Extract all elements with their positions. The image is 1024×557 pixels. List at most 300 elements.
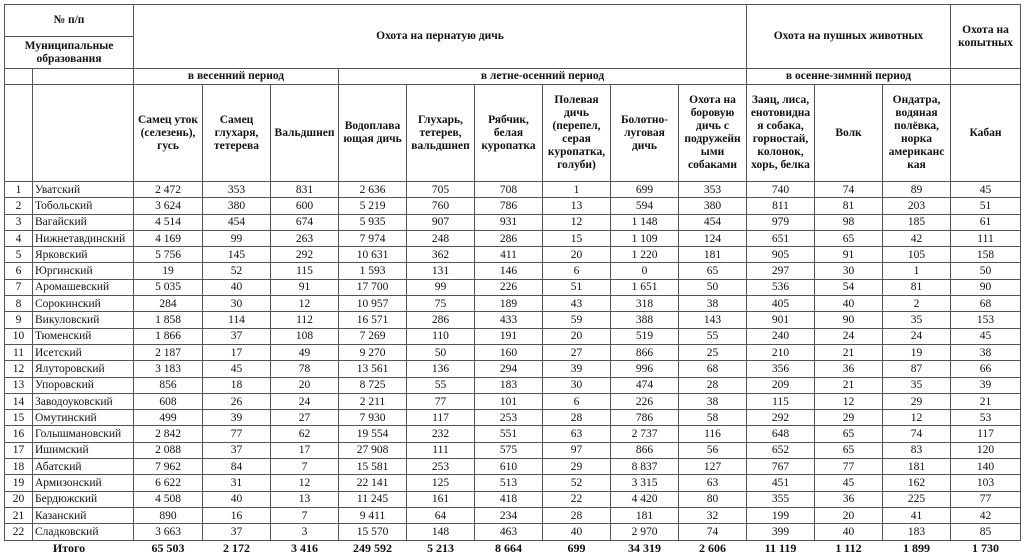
value-cell: 536 xyxy=(747,279,815,295)
value-cell: 5 219 xyxy=(339,198,407,214)
value-cell: 28 xyxy=(543,410,611,426)
column-header: Болотно-луговая дичь xyxy=(611,85,679,182)
value-cell: 29 xyxy=(815,410,883,426)
value-cell: 380 xyxy=(203,198,271,214)
value-cell: 15 570 xyxy=(339,524,407,540)
value-cell: 81 xyxy=(815,198,883,214)
value-cell: 856 xyxy=(134,377,203,393)
value-cell: 20 xyxy=(543,328,611,344)
value-cell: 39 xyxy=(203,410,271,426)
value-cell: 786 xyxy=(611,410,679,426)
value-cell: 2 970 xyxy=(611,524,679,540)
row-number: 14 xyxy=(5,393,33,409)
table-row xyxy=(5,328,1021,344)
value-cell: 7 930 xyxy=(339,410,407,426)
municipality-name: Ярковский xyxy=(33,247,134,263)
value-cell: 297 xyxy=(747,263,815,279)
municipality-name: Упоровский xyxy=(33,377,134,393)
value-cell: 105 xyxy=(883,247,951,263)
value-cell: 5 935 xyxy=(339,214,407,230)
value-cell: 3 xyxy=(271,524,339,540)
value-cell: 87 xyxy=(883,361,951,377)
table-row xyxy=(5,247,1021,263)
value-cell: 226 xyxy=(611,393,679,409)
total-value: 34 319 xyxy=(628,541,661,556)
value-cell: 931 xyxy=(475,214,543,230)
table-row xyxy=(5,524,1021,540)
value-cell: 162 xyxy=(883,475,951,491)
value-cell: 55 xyxy=(407,377,475,393)
municipality-name: Аромашевский xyxy=(33,279,134,295)
value-cell: 191 xyxy=(475,328,543,344)
value-cell: 50 xyxy=(407,344,475,360)
value-cell: 17 xyxy=(271,442,339,458)
value-cell: 12 xyxy=(543,214,611,230)
value-cell: 56 xyxy=(679,442,747,458)
value-cell: 979 xyxy=(747,214,815,230)
value-cell: 37 xyxy=(203,442,271,458)
municipality-name: Ишимский xyxy=(33,442,134,458)
value-cell: 10 631 xyxy=(339,247,407,263)
municipality-name: Голышмановский xyxy=(33,426,134,442)
value-cell: 15 581 xyxy=(339,459,407,475)
table-row xyxy=(5,459,1021,475)
blank-cell xyxy=(5,69,33,85)
value-cell: 114 xyxy=(203,312,271,328)
group-header-furbearers: Охота на пушных животных xyxy=(747,5,951,69)
value-cell: 13 xyxy=(271,491,339,507)
row-number: 3 xyxy=(5,214,33,230)
value-cell: 18 xyxy=(203,377,271,393)
group-header-ungulates: Охота на копытных xyxy=(951,5,1021,69)
value-cell: 12 xyxy=(271,475,339,491)
value-cell: 181 xyxy=(611,507,679,523)
column-header: Рябчик, белая куропатка xyxy=(475,85,543,182)
value-cell: 203 xyxy=(883,198,951,214)
value-cell: 40 xyxy=(203,279,271,295)
column-header: Вальдшнеп xyxy=(271,85,339,182)
value-cell: 65 xyxy=(815,230,883,246)
value-cell: 103 xyxy=(951,475,1021,491)
value-cell: 65 xyxy=(815,442,883,458)
value-cell: 19 xyxy=(883,344,951,360)
value-cell: 6 xyxy=(543,393,611,409)
value-cell: 399 xyxy=(747,524,815,540)
value-cell: 253 xyxy=(475,410,543,426)
value-cell: 22 141 xyxy=(339,475,407,491)
value-cell: 248 xyxy=(407,230,475,246)
value-cell: 6 xyxy=(543,263,611,279)
value-cell: 10 957 xyxy=(339,296,407,312)
value-cell: 16 xyxy=(203,507,271,523)
value-cell: 1 858 xyxy=(134,312,203,328)
total-value: 699 xyxy=(567,541,586,556)
value-cell: 6 622 xyxy=(134,475,203,491)
value-cell: 21 xyxy=(951,393,1021,409)
value-cell: 35 xyxy=(883,377,951,393)
value-cell: 124 xyxy=(679,230,747,246)
value-cell: 66 xyxy=(951,361,1021,377)
value-cell: 26 xyxy=(203,393,271,409)
value-cell: 355 xyxy=(747,491,815,507)
value-cell: 4 420 xyxy=(611,491,679,507)
value-cell: 705 xyxy=(407,182,475,198)
value-cell: 786 xyxy=(475,198,543,214)
value-cell: 90 xyxy=(815,312,883,328)
column-header: Ондатра, водяная полёвка, норка американс кая xyxy=(883,85,951,182)
value-cell: 40 xyxy=(543,524,611,540)
value-cell: 45 xyxy=(951,182,1021,198)
value-cell: 7 xyxy=(271,459,339,475)
value-cell: 575 xyxy=(475,442,543,458)
value-cell: 42 xyxy=(883,230,951,246)
value-cell: 263 xyxy=(271,230,339,246)
value-cell: 74 xyxy=(883,426,951,442)
row-number: 1 xyxy=(5,182,33,198)
municipality-name: Армизонский xyxy=(33,475,134,491)
row-number: 13 xyxy=(5,377,33,393)
row-number: 12 xyxy=(5,361,33,377)
value-cell: 89 xyxy=(883,182,951,198)
value-cell: 318 xyxy=(611,296,679,312)
table-row xyxy=(5,507,1021,523)
value-cell: 1 593 xyxy=(339,263,407,279)
value-cell: 996 xyxy=(611,361,679,377)
municipality-name: Ялуторовский xyxy=(33,361,134,377)
value-cell: 54 xyxy=(815,279,883,295)
municipality-name: Тобольский xyxy=(33,198,134,214)
total-value: 8 664 xyxy=(495,541,522,556)
value-cell: 148 xyxy=(407,524,475,540)
municipality-header: Муниципальные образования xyxy=(5,37,134,69)
blank-cell xyxy=(951,69,1021,85)
value-cell: 111 xyxy=(407,442,475,458)
table-row xyxy=(5,312,1021,328)
value-cell: 78 xyxy=(271,361,339,377)
total-label: Итого xyxy=(52,541,86,556)
row-number: 2 xyxy=(5,198,33,214)
value-cell: 51 xyxy=(951,198,1021,214)
value-cell: 112 xyxy=(271,312,339,328)
table-row xyxy=(5,361,1021,377)
row-number: 10 xyxy=(5,328,33,344)
value-cell: 12 xyxy=(815,393,883,409)
value-cell: 101 xyxy=(475,393,543,409)
group-header-birds: Охота на пернатую дичь xyxy=(134,5,747,69)
value-cell: 292 xyxy=(747,410,815,426)
value-cell: 7 xyxy=(271,507,339,523)
value-cell: 29 xyxy=(883,393,951,409)
value-cell: 418 xyxy=(475,491,543,507)
value-cell: 226 xyxy=(475,279,543,295)
row-number: 4 xyxy=(5,230,33,246)
value-cell: 811 xyxy=(747,198,815,214)
value-cell: 12 xyxy=(271,296,339,312)
value-cell: 286 xyxy=(407,312,475,328)
value-cell: 131 xyxy=(407,263,475,279)
row-number: 19 xyxy=(5,475,33,491)
municipality-name: Юргинский xyxy=(33,263,134,279)
value-cell: 75 xyxy=(407,296,475,312)
value-cell: 181 xyxy=(679,247,747,263)
value-cell: 27 xyxy=(543,344,611,360)
table-row xyxy=(5,182,1021,198)
value-cell: 181 xyxy=(883,459,951,475)
row-number: 11 xyxy=(5,344,33,360)
value-cell: 39 xyxy=(951,377,1021,393)
value-cell: 3 315 xyxy=(611,475,679,491)
value-cell: 29 xyxy=(543,459,611,475)
value-cell: 85 xyxy=(951,524,1021,540)
value-cell: 1 148 xyxy=(611,214,679,230)
column-header: Самец уток (селезень), гусь xyxy=(134,85,203,182)
value-cell: 77 xyxy=(203,426,271,442)
value-cell: 117 xyxy=(951,426,1021,442)
value-cell: 61 xyxy=(951,214,1021,230)
value-cell: 648 xyxy=(747,426,815,442)
value-cell: 99 xyxy=(203,230,271,246)
value-cell: 68 xyxy=(951,296,1021,312)
value-cell: 110 xyxy=(407,328,475,344)
value-cell: 189 xyxy=(475,296,543,312)
table-row xyxy=(5,393,1021,409)
total-value: 2 606 xyxy=(699,541,726,556)
value-cell: 53 xyxy=(951,410,1021,426)
value-cell: 161 xyxy=(407,491,475,507)
row-number: 22 xyxy=(5,524,33,540)
table-row xyxy=(5,296,1021,312)
value-cell: 77 xyxy=(815,459,883,475)
value-cell: 210 xyxy=(747,344,815,360)
value-cell: 353 xyxy=(203,182,271,198)
value-cell: 83 xyxy=(883,442,951,458)
blank-cell xyxy=(33,85,134,182)
row-number: 15 xyxy=(5,410,33,426)
value-cell: 108 xyxy=(271,328,339,344)
value-cell: 17 xyxy=(203,344,271,360)
value-cell: 115 xyxy=(747,393,815,409)
column-header: Самец глухаря, тетерева xyxy=(203,85,271,182)
value-cell: 20 xyxy=(815,507,883,523)
total-value: 249 592 xyxy=(353,541,392,556)
total-value: 1 730 xyxy=(972,541,999,556)
value-cell: 36 xyxy=(815,491,883,507)
row-number: 8 xyxy=(5,296,33,312)
value-cell: 7 974 xyxy=(339,230,407,246)
value-cell: 24 xyxy=(271,393,339,409)
value-cell: 234 xyxy=(475,507,543,523)
row-number: 16 xyxy=(5,426,33,442)
value-cell: 905 xyxy=(747,247,815,263)
row-number: 20 xyxy=(5,491,33,507)
value-cell: 98 xyxy=(815,214,883,230)
value-cell: 199 xyxy=(747,507,815,523)
value-cell: 740 xyxy=(747,182,815,198)
value-cell: 608 xyxy=(134,393,203,409)
value-cell: 50 xyxy=(679,279,747,295)
row-number: 5 xyxy=(5,247,33,263)
value-cell: 74 xyxy=(815,182,883,198)
municipality-name: Исетский xyxy=(33,344,134,360)
value-cell: 600 xyxy=(271,198,339,214)
value-cell: 388 xyxy=(611,312,679,328)
table-row xyxy=(5,344,1021,360)
value-cell: 294 xyxy=(475,361,543,377)
municipality-name: Казанский xyxy=(33,507,134,523)
value-cell: 146 xyxy=(475,263,543,279)
row-number: 18 xyxy=(5,459,33,475)
value-cell: 890 xyxy=(134,507,203,523)
total-value: 2 172 xyxy=(223,541,250,556)
value-cell: 41 xyxy=(883,507,951,523)
blank-cell xyxy=(5,85,33,182)
value-cell: 91 xyxy=(815,247,883,263)
value-cell: 45 xyxy=(203,361,271,377)
value-cell: 143 xyxy=(679,312,747,328)
value-cell: 68 xyxy=(679,361,747,377)
value-cell: 232 xyxy=(407,426,475,442)
value-cell: 831 xyxy=(271,182,339,198)
value-cell: 4 514 xyxy=(134,214,203,230)
value-cell: 51 xyxy=(543,279,611,295)
table-row xyxy=(5,410,1021,426)
value-cell: 356 xyxy=(747,361,815,377)
value-cell: 652 xyxy=(747,442,815,458)
value-cell: 160 xyxy=(475,344,543,360)
value-cell: 117 xyxy=(407,410,475,426)
value-cell: 32 xyxy=(679,507,747,523)
value-cell: 183 xyxy=(883,524,951,540)
value-cell: 901 xyxy=(747,312,815,328)
period-header-autumn-winter: в осенне-зимний период xyxy=(747,69,951,85)
municipality-name: Сорокинский xyxy=(33,296,134,312)
value-cell: 12 xyxy=(883,410,951,426)
value-cell: 58 xyxy=(679,410,747,426)
value-cell: 2 472 xyxy=(134,182,203,198)
value-cell: 8 725 xyxy=(339,377,407,393)
value-cell: 38 xyxy=(679,393,747,409)
value-cell: 1 866 xyxy=(134,328,203,344)
value-cell: 240 xyxy=(747,328,815,344)
total-value: 5 213 xyxy=(427,541,454,556)
value-cell: 11 245 xyxy=(339,491,407,507)
value-cell: 64 xyxy=(407,507,475,523)
total-value: 11 119 xyxy=(764,541,797,556)
value-cell: 9 270 xyxy=(339,344,407,360)
value-cell: 7 269 xyxy=(339,328,407,344)
value-cell: 120 xyxy=(951,442,1021,458)
municipality-name: Викуловский xyxy=(33,312,134,328)
value-cell: 38 xyxy=(679,296,747,312)
table-row xyxy=(5,230,1021,246)
municipality-name: Тюменский xyxy=(33,328,134,344)
num-header: № п/п xyxy=(5,5,134,37)
value-cell: 284 xyxy=(134,296,203,312)
row-number: 7 xyxy=(5,279,33,295)
value-cell: 353 xyxy=(679,182,747,198)
value-cell: 36 xyxy=(815,361,883,377)
value-cell: 454 xyxy=(679,214,747,230)
column-header: Заяц, лиса, енотовидна я собака, горностай, колонок, хорь, белка xyxy=(747,85,815,182)
value-cell: 52 xyxy=(543,475,611,491)
value-cell: 907 xyxy=(407,214,475,230)
municipality-name: Вагайский xyxy=(33,214,134,230)
value-cell: 30 xyxy=(203,296,271,312)
value-cell: 20 xyxy=(271,377,339,393)
value-cell: 2 088 xyxy=(134,442,203,458)
value-cell: 24 xyxy=(883,328,951,344)
total-row xyxy=(5,540,1021,557)
value-cell: 1 xyxy=(883,263,951,279)
total-value: 3 416 xyxy=(291,541,318,556)
column-header: Глухарь, тетерев, вальдшнеп xyxy=(407,85,475,182)
value-cell: 451 xyxy=(747,475,815,491)
row-number: 6 xyxy=(5,263,33,279)
value-cell: 65 xyxy=(679,263,747,279)
value-cell: 49 xyxy=(271,344,339,360)
row-number: 21 xyxy=(5,507,33,523)
value-cell: 16 571 xyxy=(339,312,407,328)
value-cell: 136 xyxy=(407,361,475,377)
column-header: Волк xyxy=(815,85,883,182)
value-cell: 454 xyxy=(203,214,271,230)
value-cell: 27 xyxy=(271,410,339,426)
value-cell: 183 xyxy=(475,377,543,393)
value-cell: 760 xyxy=(407,198,475,214)
period-header-summer-autumn: в летне-осенний период xyxy=(339,69,747,85)
value-cell: 7 962 xyxy=(134,459,203,475)
municipality-name: Бердюжский xyxy=(33,491,134,507)
value-cell: 45 xyxy=(951,328,1021,344)
hunting-quota-table xyxy=(4,4,1021,557)
total-value: 65 503 xyxy=(151,541,185,556)
value-cell: 5 035 xyxy=(134,279,203,295)
value-cell: 77 xyxy=(407,393,475,409)
value-cell: 225 xyxy=(883,491,951,507)
total-value: 1 112 xyxy=(835,541,862,556)
value-cell: 17 700 xyxy=(339,279,407,295)
value-cell: 84 xyxy=(203,459,271,475)
value-cell: 2 187 xyxy=(134,344,203,360)
table-row xyxy=(5,279,1021,295)
value-cell: 513 xyxy=(475,475,543,491)
value-cell: 111 xyxy=(951,230,1021,246)
value-cell: 1 220 xyxy=(611,247,679,263)
value-cell: 674 xyxy=(271,214,339,230)
value-cell: 59 xyxy=(543,312,611,328)
value-cell: 31 xyxy=(203,475,271,491)
value-cell: 27 908 xyxy=(339,442,407,458)
value-cell: 28 xyxy=(543,507,611,523)
value-cell: 42 xyxy=(951,507,1021,523)
value-cell: 52 xyxy=(203,263,271,279)
value-cell: 380 xyxy=(679,198,747,214)
period-header-spring: в весенний период xyxy=(134,69,339,85)
value-cell: 610 xyxy=(475,459,543,475)
value-cell: 21 xyxy=(815,344,883,360)
row-number: 17 xyxy=(5,442,33,458)
value-cell: 463 xyxy=(475,524,543,540)
value-cell: 90 xyxy=(951,279,1021,295)
value-cell: 2 211 xyxy=(339,393,407,409)
value-cell: 28 xyxy=(679,377,747,393)
value-cell: 13 561 xyxy=(339,361,407,377)
table-row xyxy=(5,491,1021,507)
value-cell: 115 xyxy=(271,263,339,279)
value-cell: 2 842 xyxy=(134,426,203,442)
value-cell: 125 xyxy=(407,475,475,491)
value-cell: 77 xyxy=(951,491,1021,507)
